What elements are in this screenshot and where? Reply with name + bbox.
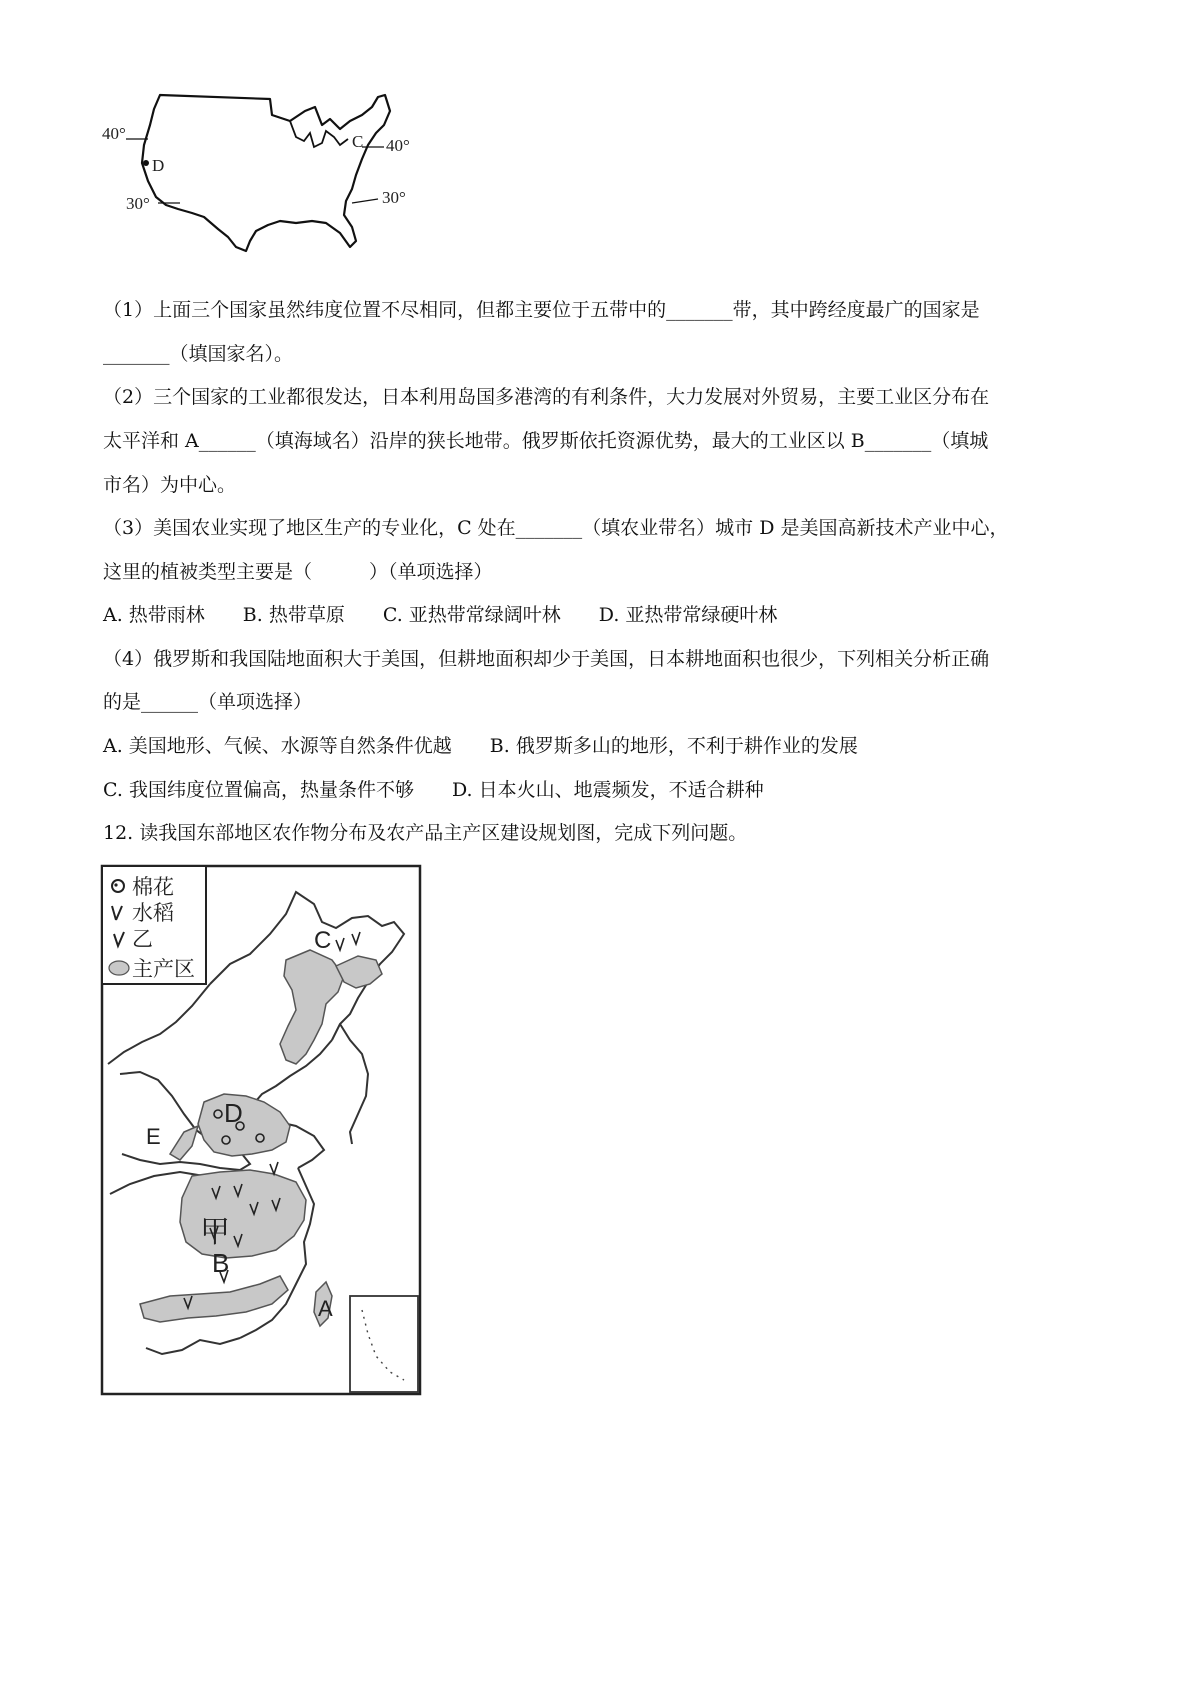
- lat-label-30-right: 30°: [382, 188, 406, 207]
- lat-label-40-left: 40°: [102, 124, 126, 143]
- legend-main-area-label: 主产区: [132, 958, 195, 981]
- q1-line1: （1）上面三个国家虽然纬度位置不尽相同，但都主要位于五带中的_______带，其中跨经度最广的国家是: [103, 299, 980, 321]
- label-e: E: [146, 1124, 161, 1149]
- q1-line2: _______（填国家名）。: [103, 343, 294, 365]
- great-lakes: [290, 121, 348, 147]
- label-c: C: [314, 927, 332, 954]
- q2-line3: 市名）为中心。: [103, 474, 237, 496]
- legend-cotton-label: 棉花: [132, 876, 174, 899]
- q4-line1: （4）俄罗斯和我国陆地面积大于美国，但耕地面积却少于美国，日本耕地面积也很少，下列相关分析正确: [103, 648, 990, 670]
- label-b: B: [212, 1248, 230, 1278]
- q12-title: 12. 读我国东部地区农作物分布及农产品主产区建设规划图，完成下列问题。: [103, 822, 748, 844]
- q3-line1: （3）美国农业实现了地区生产的专业化，C 处在_______（填农业带名）城市 D 是美国高新技术产业中心，: [103, 517, 1009, 539]
- q4-options-1: A. 美国地形、气候、水源等自然条件优越 B. 俄罗斯多山的地形，不利于耕作业的发展: [103, 735, 858, 757]
- usa-map: [100, 85, 420, 260]
- legend-rice-label: 水稻: [132, 902, 174, 925]
- lat-label-30-left: 30°: [126, 194, 150, 213]
- lat-30-right-tick: [352, 199, 378, 203]
- q2-line2: 太平洋和 A______（填海域名）沿岸的狭长地带。俄罗斯依托资源优势，最大的工业区以 B_______（填城: [103, 430, 989, 452]
- q3-options: A. 热带雨林 B. 热带草原 C. 亚热带常绿阔叶林 D. 亚热带常绿硬叶林: [103, 604, 778, 626]
- q2-line1: （2）三个国家的工业都很发达，日本利用岛国多港湾的有利条件，大力发展对外贸易，主要工业区分布在: [103, 386, 990, 408]
- usa-outline: [142, 95, 390, 251]
- q4-options-2: C. 我国纬度位置偏高，热量条件不够 D. 日本火山、地震频发，不适合耕种: [103, 779, 764, 801]
- legend-main-area-icon: [109, 961, 129, 975]
- lat-label-40-right: 40°: [386, 136, 410, 155]
- label-a: A: [318, 1296, 333, 1321]
- q4-line2: 的是______（单项选择）: [103, 691, 313, 713]
- legend-yi-label: 乙: [132, 928, 153, 951]
- point-d: [143, 160, 149, 166]
- label-c: C: [352, 132, 364, 151]
- label-d: D: [152, 156, 165, 175]
- q3-line2: 这里的植被类型主要是（ ）（单项选择）: [103, 561, 493, 583]
- label-d: D: [224, 1098, 243, 1128]
- label-jia: 甲: [200, 1216, 230, 1249]
- china-east-map: [100, 864, 422, 1396]
